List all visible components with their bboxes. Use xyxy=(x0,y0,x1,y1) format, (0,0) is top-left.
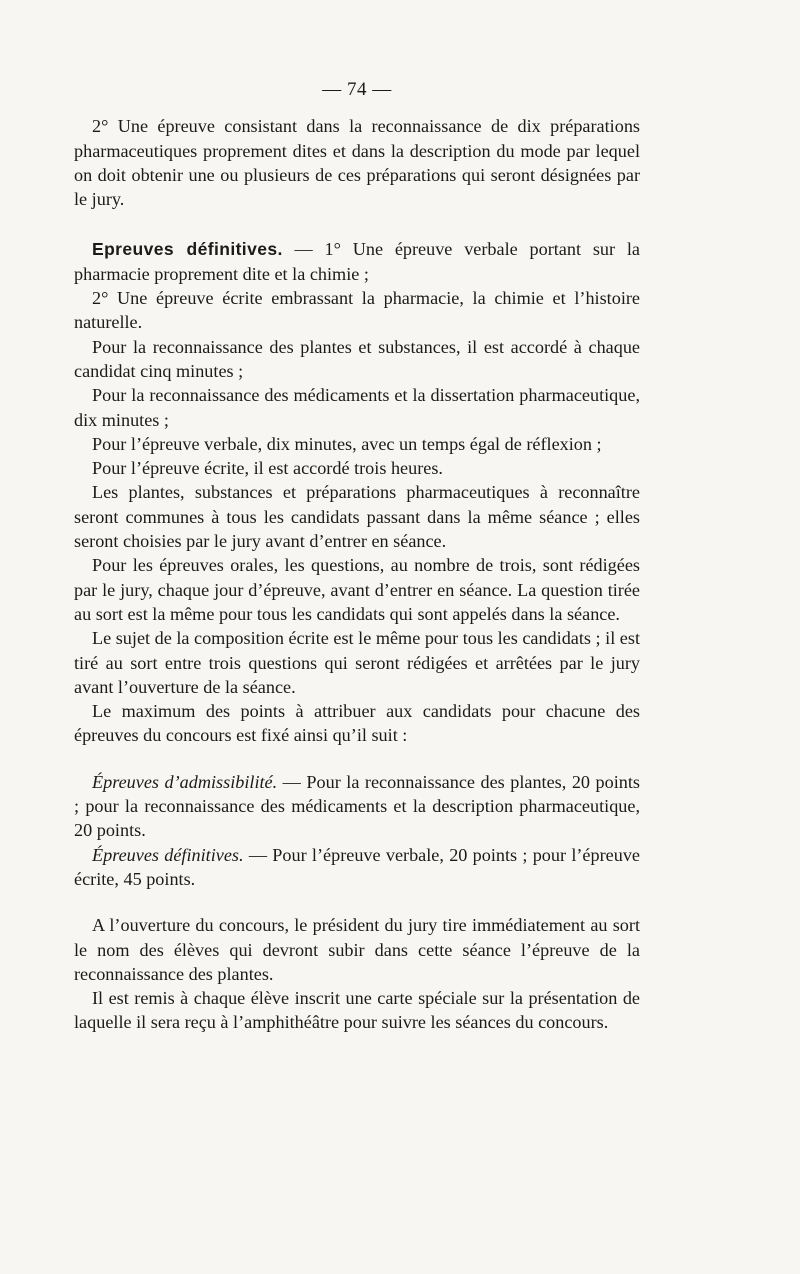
epreuves-definitives-item-1: — 1° Une épreuve verbale portant sur la pharmacie proprement dite et la chimie ; xyxy=(74,239,641,284)
paragraph-ouverture-concours: A l’ouverture du concours, le président du jury tire immédiatement au sort le nom des élèves qui devront subir dans cette séance l’épreuve de la reconnaissance des plantes. xyxy=(74,915,640,984)
paragraph-epreuve-ecrite: Pour l’épreuve écrite, il est accordé trois heures. xyxy=(92,458,443,479)
paragraph-epreuves-orales: Pour les épreuves orales, les questions, au nombre de trois, sont rédigées par le jury, chaque jour d’épreuve, avant d’entrer en séance. La question tirée au sort est la même pour tous les candidats qui sont appelés dans la séance. xyxy=(74,555,640,624)
admissibilite-heading: Épreuves d’admissibilité. xyxy=(92,771,278,792)
points-admissibilite xyxy=(74,770,640,843)
paragraph-plantes-communes: Les plantes, substances et préparations pharmaceutiques à reconnaître seront communes à tous les candidats passant dans la même séance ; elles seront choisies par le jury avant d’entrer en séance. xyxy=(74,482,640,552)
section-spacer xyxy=(74,748,640,770)
epreuves-definitives-heading: Epreuves définitives. xyxy=(92,239,283,260)
definitives-points-text: — Pour l’épreuve verbale, 20 points ; pour l’épreuve écrite, 45 points. xyxy=(74,844,640,889)
admissibilite-points-text: — Pour la reconnaissance des plantes, 20 points ; pour la reconnaissance des médicaments et la description pharmaceutique, 20 points. xyxy=(74,771,640,841)
item-2-paragraph: 2° Une épreuve consistant dans la reconnaissance de dix préparations pharmaceutiques proprement dites et dans la description du mode par lequel on doit obtenir une ou plusieurs de ces préparations qui seront désignées par le jury. xyxy=(74,116,640,210)
paragraph-epreuve-verbale: Pour l’épreuve verbale, dix minutes, avec un temps égal de réflexion ; xyxy=(92,433,602,454)
page-number: — 74 — xyxy=(322,79,392,100)
section-spacer xyxy=(74,211,640,237)
paragraph-carte-speciale: Il est remis à chaque élève inscrit une carte spéciale sur la présentation de laquelle il sera reçu à l’amphithéâtre pour suivre les séances du concours. xyxy=(74,988,640,1033)
section-spacer xyxy=(74,891,640,913)
paragraph-plantes-substances: Pour la reconnaissance des plantes et substances, il est accordé à chaque candidat cinq minutes ; xyxy=(74,336,640,381)
paragraph-medicaments: Pour la reconnaissance des médicaments et la dissertation pharmaceutique, dix minutes ; xyxy=(74,385,640,430)
definitives-heading: Épreuves définitives. xyxy=(92,844,244,865)
epreuves-definitives-intro xyxy=(74,237,640,286)
points-definitives xyxy=(74,843,640,892)
epreuves-definitives-item-2: 2° Une épreuve écrite embrassant la pharmacie, la chimie et l’histoire naturelle. xyxy=(74,288,640,333)
paragraph-maximum-points: Le maximum des points à attribuer aux candidats pour chacune des épreuves du concours est fixé ainsi qu’il suit : xyxy=(74,701,640,746)
paragraph-composition-ecrite: Le sujet de la composition écrite est le même pour tous les candidats ; il est tiré au sort entre trois questions qui seront rédigées et arrêtées par le jury avant l’ouverture de la séance. xyxy=(74,628,641,697)
